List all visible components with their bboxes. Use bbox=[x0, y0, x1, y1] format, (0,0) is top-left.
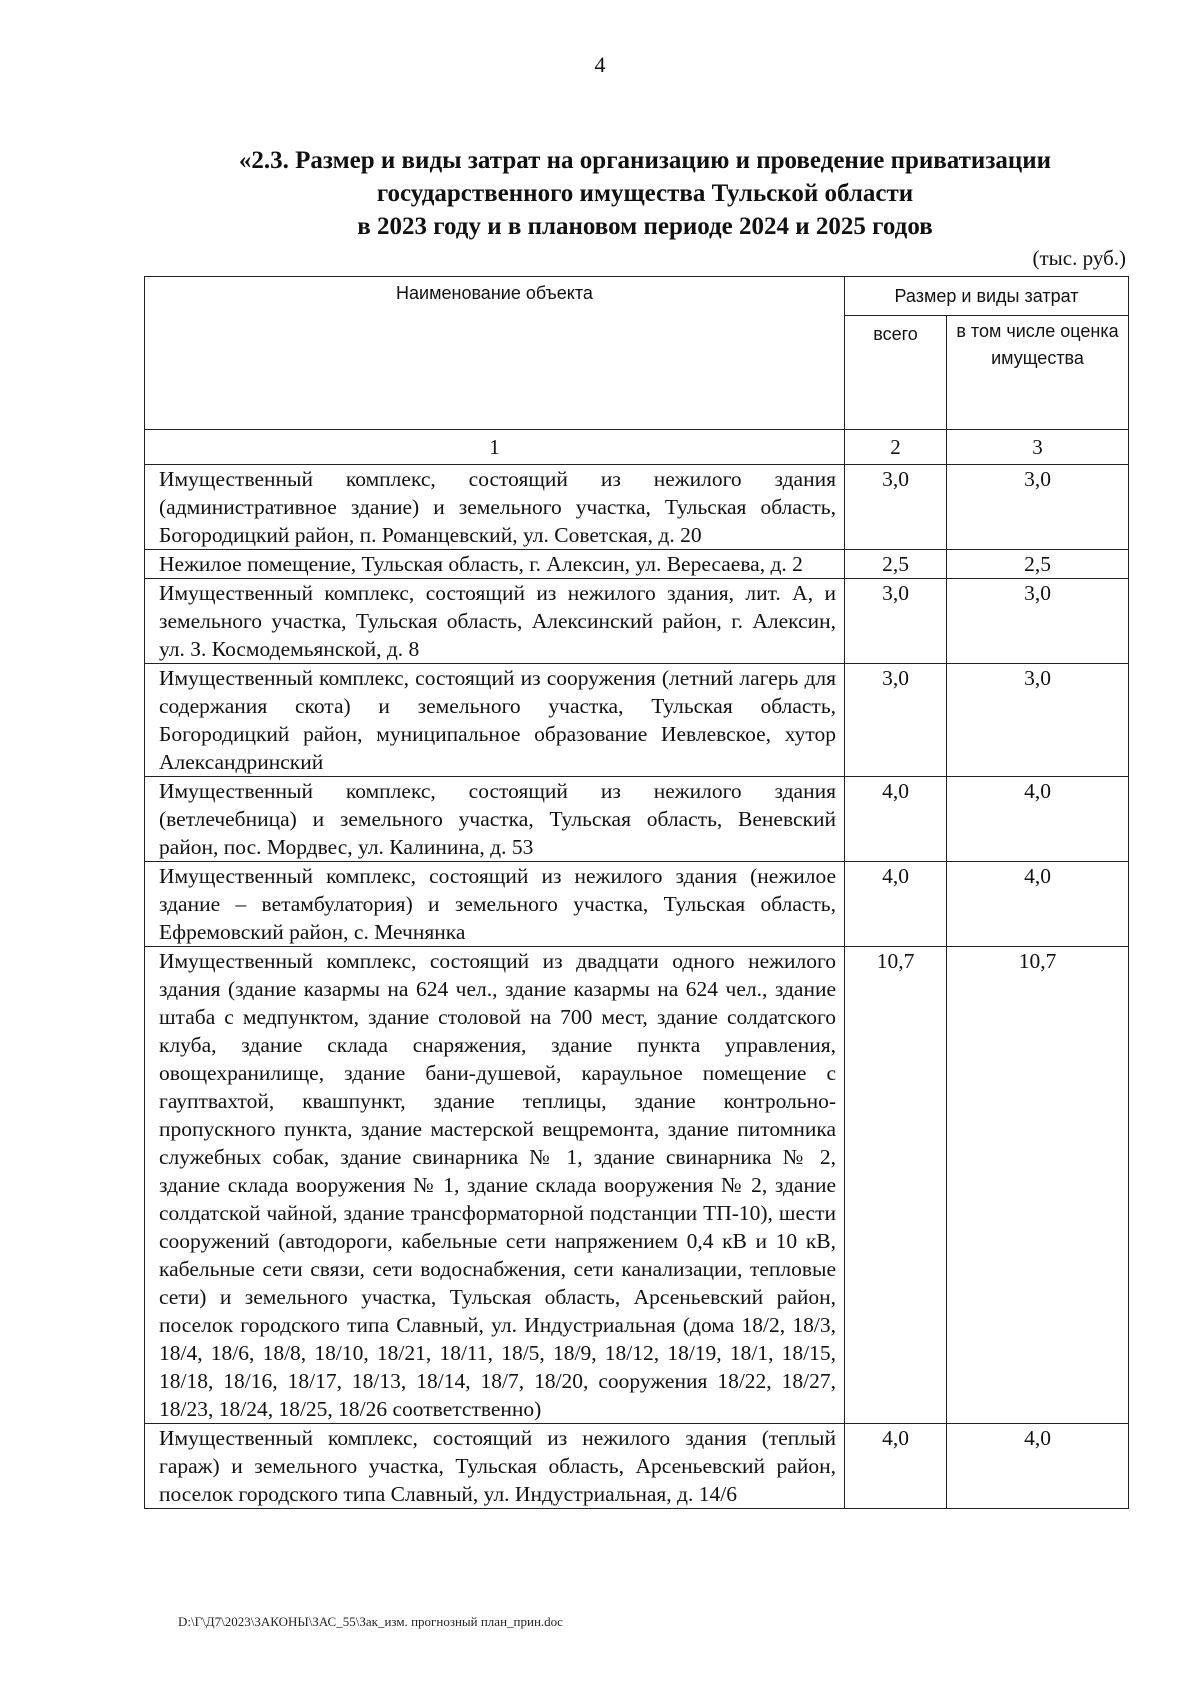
header-total: всего bbox=[845, 316, 947, 430]
object-name-cell: Имущественный комплекс, состоящий из нежилого здания (теплый гараж) и земельного участка, Тульская область, Арсеньевский район, поселок городского типа Славный, ул. Индустриальная, д. 14/6 bbox=[145, 1424, 845, 1509]
header-costs: Размер и виды затрат bbox=[845, 277, 1129, 316]
total-cost-cell: 10,7 bbox=[845, 947, 947, 1424]
table-row bbox=[145, 947, 1129, 1424]
object-name-cell: Нежилое помещение, Тульская область, г. Алексин, ул. Вересаева, д. 2 bbox=[145, 550, 845, 579]
valuation-cost-cell: 3,0 bbox=[947, 579, 1129, 664]
total-cost-cell: 3,0 bbox=[845, 465, 947, 550]
valuation-cost-cell: 3,0 bbox=[947, 465, 1129, 550]
footer-file-path: D:\Г\Д7\2023\ЗАКОНЫ\ЗАС_55\Зак_изм. прогнозный план_прин.doc bbox=[178, 1614, 563, 1629]
table-row bbox=[145, 664, 1129, 777]
valuation-cost-cell: 10,7 bbox=[947, 947, 1129, 1424]
table-row bbox=[145, 777, 1129, 862]
object-name-cell: Имущественный комплекс, состоящий из нежилого здания (ветлечебница) и земельного участка, Тульская область, Веневский район, пос. Мордвес, ул. Калинина, д. 53 bbox=[145, 777, 845, 862]
title-line-3: в 2023 году и в плановом периоде 2024 и 2025 годов bbox=[357, 213, 933, 240]
table-row bbox=[145, 465, 1129, 550]
document-title bbox=[150, 144, 1140, 243]
object-name-cell: Имущественный комплекс, состоящий из нежилого здания, лит. А, и земельного участка, Тульская область, Алексинский район, г. Алексин, ул. З. Космодемьянской, д. 8 bbox=[145, 579, 845, 664]
total-cost-cell: 3,0 bbox=[845, 664, 947, 777]
valuation-cost-cell: 4,0 bbox=[947, 777, 1129, 862]
total-cost-cell: 4,0 bbox=[845, 862, 947, 947]
object-name-cell: Имущественный комплекс, состоящий из двадцати одного нежилого здания (здание казармы на 624 чел., здание казармы на 624 чел., здание штаба с медпунктом, здание столовой на 700 мест, здание солдатского клуба, здание склада снаряжения, здание пункта управления, овощехранилище, здание бани-душевой, караульное помещение с гауптвахтой, квашпункт, здание теплицы, здание контрольно-пропускного пункта, здание мастерской вещремонта, здание питомника служебных собак, здание свинарника № 1, здание свинарника № 2, здание склада вооружения № 1, здание склада вооружения № 2, здание солдатской чайной, здание трансформаторной подстанции ТП-10), шести сооружений (автодороги, кабельные сети напряжением 0,4 кВ и 10 кВ, кабельные сети связи, сети водоснабжения, сети канализации, тепловые сети) и земельного участка, Тульская область, Арсеньевский район, поселок городского типа Славный, ул. Индустриальная (дома 18/2, 18/3, 18/4, 18/6, 18/8, 18/10, 18/21, 18/11, 18/5, 18/9, 18/12, 18/19, 18/1, 18/15, 18/18, 18/16, 18/17, 18/13, 18/14, 18/7, 18/20, сооружения 18/22, 18/27, 18/23, 18/24, 18/25, 18/26 соответственно) bbox=[145, 947, 845, 1424]
title-line-1: «2.3. Размер и виды затрат на организацию и проведение приватизации bbox=[238, 147, 1052, 174]
column-number-2: 2 bbox=[845, 430, 947, 465]
total-cost-cell: 4,0 bbox=[845, 1424, 947, 1509]
table-row bbox=[145, 1424, 1129, 1509]
table-row bbox=[145, 862, 1129, 947]
column-number-1: 1 bbox=[145, 430, 845, 465]
total-cost-cell: 4,0 bbox=[845, 777, 947, 862]
page-number: 4 bbox=[594, 52, 606, 77]
valuation-cost-cell: 2,5 bbox=[947, 550, 1129, 579]
header-object-name: Наименование объекта bbox=[145, 277, 845, 430]
valuation-cost-cell: 4,0 bbox=[947, 1424, 1129, 1509]
object-name-cell: Имущественный комплекс, состоящий из нежилого здания (административное здание) и земельного участка, Тульская область, Богородицкий район, п. Романцевский, ул. Советская, д. 20 bbox=[145, 465, 845, 550]
object-name-cell: Имущественный комплекс, состоящий из сооружения (летний лагерь для содержания скота) и земельного участка, Тульская область, Богородицкий район, муниципальное образование Иевлевское, хутор Александринский bbox=[145, 664, 845, 777]
header-row-1 bbox=[145, 277, 1129, 316]
header-including-valuation: в том числе оценка имущества bbox=[947, 316, 1129, 430]
object-name-cell: Имущественный комплекс, состоящий из нежилого здания (нежилое здание – ветамбулатория) и земельного участка, Тульская область, Ефремовский район, с. Мечнянка bbox=[145, 862, 845, 947]
column-numbers-row bbox=[145, 430, 1129, 465]
title-line-2: государственного имущества Тульской области bbox=[376, 180, 914, 207]
table-row bbox=[145, 579, 1129, 664]
privatization-costs-table bbox=[144, 276, 1129, 1509]
valuation-cost-cell: 3,0 bbox=[947, 664, 1129, 777]
total-cost-cell: 3,0 bbox=[845, 579, 947, 664]
units-label: (тыс. руб.) bbox=[1032, 246, 1126, 270]
total-cost-cell: 2,5 bbox=[845, 550, 947, 579]
column-number-3: 3 bbox=[947, 430, 1129, 465]
valuation-cost-cell: 4,0 bbox=[947, 862, 1129, 947]
table-row bbox=[145, 550, 1129, 579]
